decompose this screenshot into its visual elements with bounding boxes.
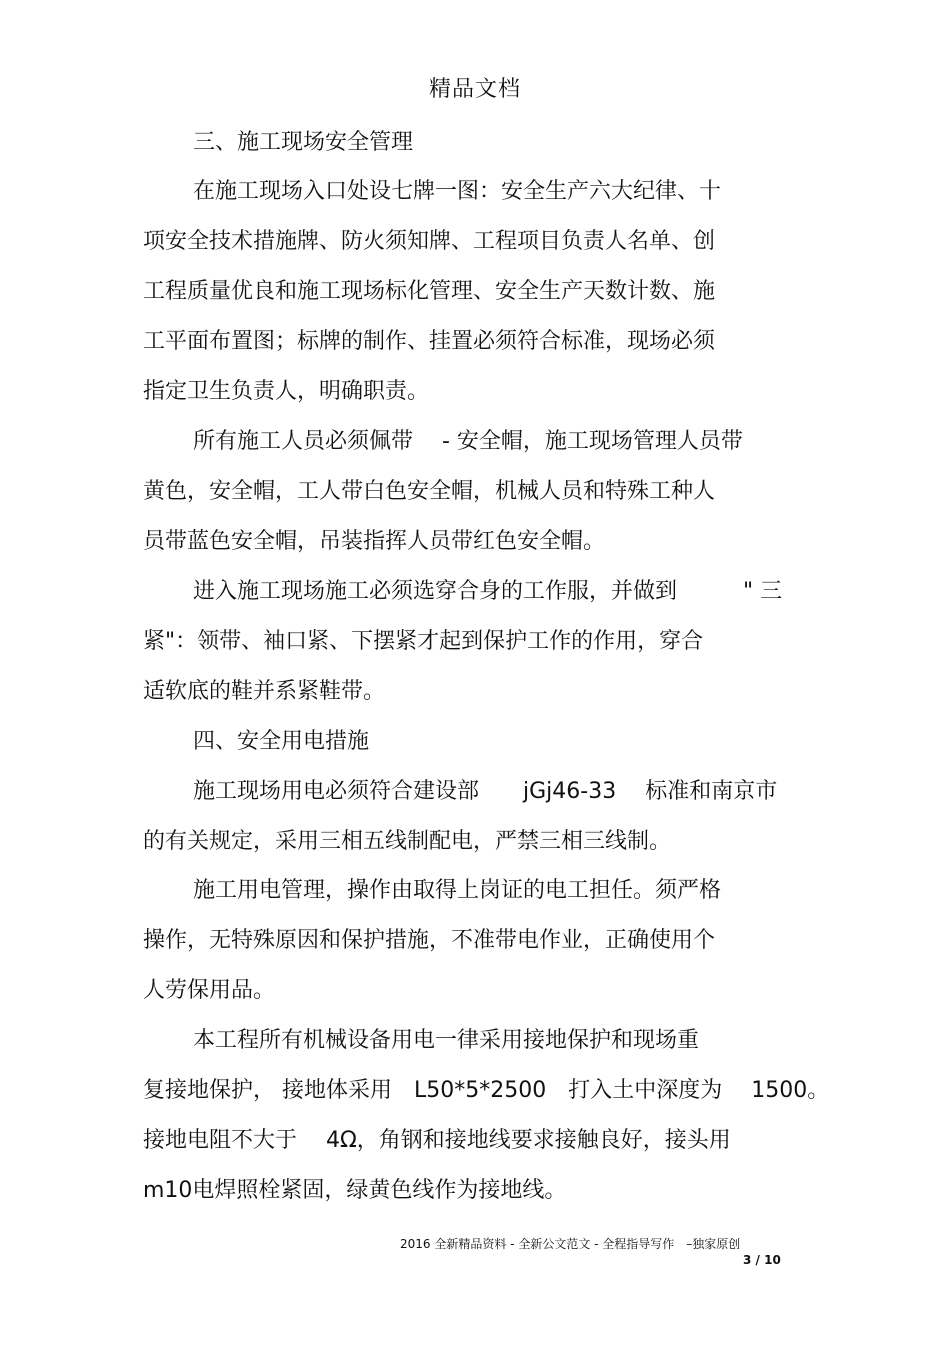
section-heading: 四、安全用电措施 [193,729,370,754]
paragraph-line: 人劳保用品。 [143,978,276,1003]
paragraph-line: 工平面布置图；标牌的制作、挂置必须符合标准，现场必须 [143,329,716,354]
paragraph-line: 所有施工人员必须佩带 - 安全帽，施工现场管理人员带 [193,429,743,454]
paragraph-line: 接地电阻不大于 4Ω，角钢和接地线要求接触良好，接头用 [143,1128,731,1153]
paragraph-line: 本工程所有机械设备用电一律采用接地保护和现场重 [193,1028,700,1053]
paragraph-line: 操作，无特殊原因和保护措施，不准带电作业，正确使用个 [143,928,716,953]
paragraph-line: 紧"：领带、袖口紧、下摆紧才起到保护工作的作用，穿合 [143,629,704,654]
paragraph-line: 进入施工现场施工必须选穿合身的工作服，并做到 " 三 [193,579,783,604]
page-number: 3 / 10 [743,1253,781,1267]
paragraph-line: 在施工现场入口处设七牌一图：安全生产六大纪律、十 [193,179,722,204]
paragraph-line: 施工用电管理，操作由取得上岗证的电工担任。须严格 [193,878,722,903]
paragraph-line: 工程质量优良和施工现场标化管理、安全生产天数计数、施 [143,279,716,304]
paragraph-line: 项安全技术措施牌、防火须知牌、工程项目负责人名单、创 [143,229,716,254]
paragraph-line: m10电焊照栓紧固，绿黄色线作为接地线。 [143,1178,567,1203]
paragraph-line: 施工现场用电必须符合建设部 jGj46-33 标准和南京市 [193,779,778,804]
paragraph-line: 适软底的鞋并系紧鞋带。 [143,679,386,704]
page-header: 精品文档 [428,77,521,102]
paragraph-line: 指定卫生负责人，明确职责。 [143,379,430,404]
paragraph-line: 的有关规定，采用三相五线制配电，严禁三相三线制。 [143,829,672,854]
paragraph-line: 黄色，安全帽，工人带白色安全帽，机械人员和特殊工种人 [143,479,716,504]
paragraph-line: 复接地保护， 接地体采用 L50*5*2500 打入土中深度为 1500。 [143,1078,830,1103]
paragraph-line: 员带蓝色安全帽，吊装指挥人员带红色安全帽。 [143,529,606,554]
page-footer: 2016 全新精品资料 - 全新公文范文 - 全程指导写作 –独家原创 [400,1237,741,1251]
section-heading: 三、施工现场安全管理 [193,130,414,155]
